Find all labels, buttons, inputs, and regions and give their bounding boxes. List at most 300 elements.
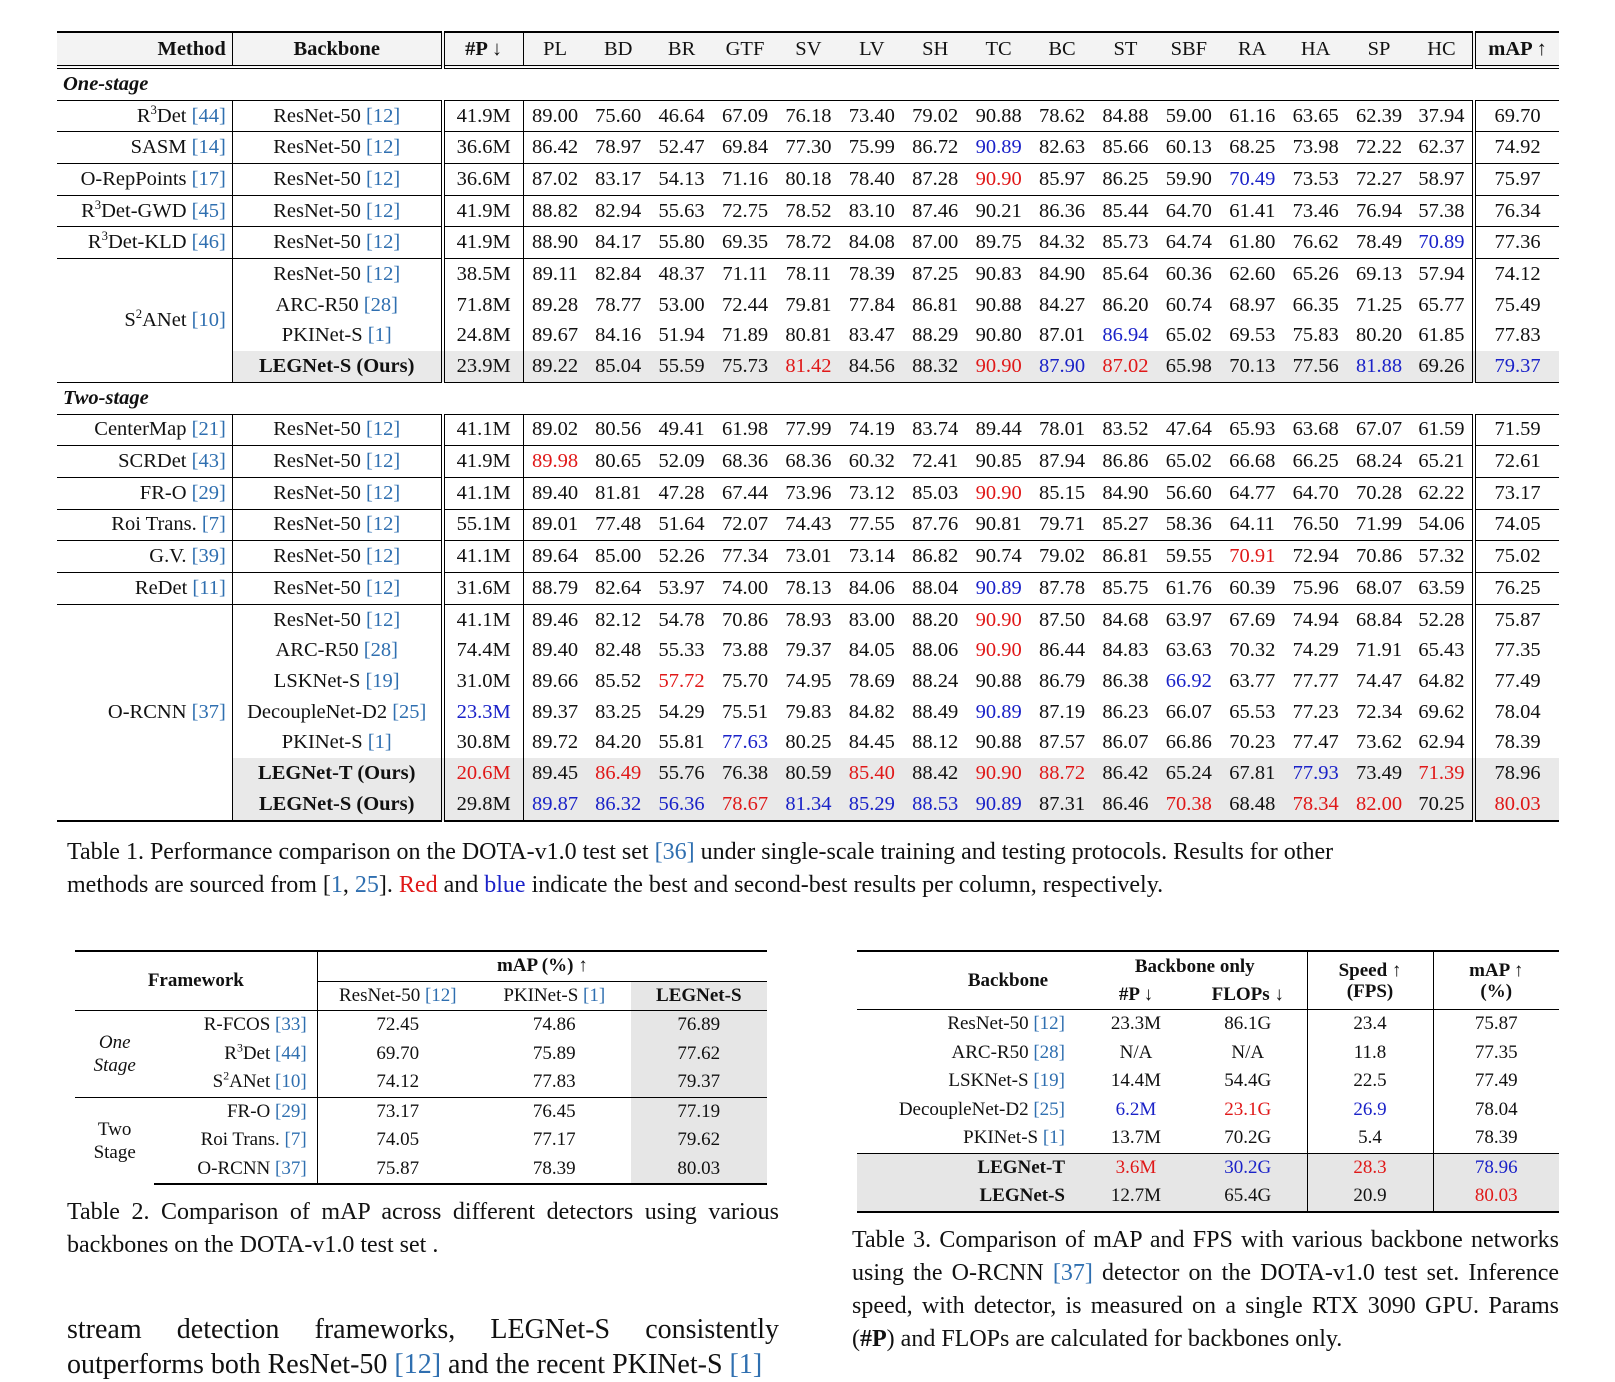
- value-cell: 78.52: [785, 199, 832, 222]
- value-cell: 61.98: [721, 418, 769, 441]
- map-cell: 72.61: [1494, 450, 1541, 473]
- value-cell: 76.62: [1292, 231, 1339, 254]
- value-cell: 77.83: [532, 1071, 576, 1093]
- map-cell: 76.25: [1494, 576, 1541, 599]
- citation: [10]: [191, 309, 226, 331]
- value-cell: 64.82: [1411, 666, 1474, 697]
- params-cell: 23.3M: [443, 697, 523, 728]
- value-cell: 70.38: [1157, 789, 1220, 821]
- value-cell: 90.89: [975, 136, 1022, 159]
- framework-cell: [154, 1155, 317, 1185]
- framework-cell: [154, 1097, 317, 1126]
- value-cell: 87.46: [912, 199, 959, 222]
- backbone-name: ResNet-50: [273, 481, 367, 504]
- backbone-name: PKINet-S: [963, 1127, 1043, 1149]
- method-cell: [57, 541, 232, 573]
- backbone-name: ResNet-50: [273, 231, 367, 254]
- value-cell: 70.32: [1229, 639, 1276, 662]
- value-cell: 74.86: [532, 1014, 576, 1036]
- citation: [11]: [192, 576, 226, 599]
- method-cell: [57, 227, 232, 259]
- backbone-cell: [232, 259, 442, 290]
- backbone-cell: [232, 100, 442, 132]
- value-cell: 70.28: [1356, 481, 1403, 504]
- value-cell: 84.05: [848, 639, 895, 662]
- backbone-cell: [232, 351, 442, 382]
- backbone-cell: [232, 227, 442, 259]
- value-cell: 89.46: [531, 608, 579, 631]
- method-name: O-RepPoints: [80, 167, 192, 190]
- value-cell: 59.00: [1165, 104, 1212, 127]
- value-cell: 71.11: [722, 262, 768, 285]
- value-cell: 89.11: [532, 262, 578, 285]
- value-cell: 53.97: [658, 576, 705, 599]
- backbone-cell: [857, 1153, 1083, 1182]
- value-cell: 86.94: [1102, 324, 1149, 347]
- value-cell: 82.84: [595, 262, 642, 285]
- table-row: [57, 164, 1559, 196]
- value-cell: 84.08: [848, 231, 895, 254]
- flops-header: FLOPs ↓: [1189, 981, 1307, 1010]
- value-cell: 70.23: [1229, 731, 1276, 754]
- section-label: One-stage: [57, 67, 1559, 100]
- value-cell: 77.56: [1284, 351, 1347, 382]
- value-cell: 86.23: [1102, 700, 1149, 723]
- map-cell: 77.83: [1494, 324, 1541, 347]
- value-cell: 55.80: [658, 231, 705, 254]
- params-cell: 29.8M: [443, 789, 523, 821]
- citation: [12]: [366, 231, 401, 254]
- table-row: [57, 727, 1559, 758]
- header-ra: RA: [1221, 32, 1284, 67]
- value-cell: 73.53: [1292, 167, 1339, 190]
- value-cell: 90.90: [975, 167, 1022, 190]
- value-cell: 87.28: [912, 167, 959, 190]
- backbone-cell: [232, 290, 442, 321]
- value-cell: 86.36: [1038, 199, 1086, 222]
- value-cell: 59.55: [1165, 545, 1212, 568]
- value-cell: 75.96: [1292, 576, 1339, 599]
- value-cell: 90.89: [967, 789, 1030, 821]
- table-row: [57, 604, 1559, 635]
- backbone-cell: [232, 541, 442, 573]
- value-cell: 78.93: [785, 608, 832, 631]
- value-cell: 81.42: [777, 351, 840, 382]
- value-cell: 78.34: [1284, 789, 1347, 821]
- citation: [29]: [275, 1100, 307, 1122]
- value-cell: 65.21: [1411, 446, 1474, 478]
- value-cell: 76.89: [631, 1011, 767, 1040]
- value-cell: 90.88: [975, 293, 1022, 316]
- citation: [1]: [367, 324, 392, 347]
- method-name: Det-GWD: [101, 199, 192, 222]
- value-cell: 88.12: [912, 731, 959, 754]
- map-cell: 78.39: [1494, 731, 1541, 754]
- value-cell: 46.64: [658, 104, 705, 127]
- s-cell: 20.9: [1307, 1182, 1433, 1212]
- backbone-name: PKINet-S: [281, 324, 368, 347]
- params-cell: 41.9M: [443, 100, 523, 132]
- value-cell: 54.29: [658, 700, 705, 723]
- value-cell: 77.30: [785, 136, 832, 159]
- p-cell: 14.4M: [1110, 1070, 1162, 1092]
- backbone-cell: [232, 195, 442, 227]
- value-cell: 90.88: [975, 669, 1022, 692]
- p-cell: N/A: [1119, 1041, 1153, 1063]
- backbone-name: ResNet-50: [273, 199, 367, 222]
- citation: [12]: [1033, 1013, 1065, 1035]
- map-cell: 77.35: [1494, 639, 1541, 662]
- value-cell: 60.32: [848, 450, 895, 473]
- value-cell: 90.88: [975, 104, 1022, 127]
- value-cell: 71.39: [1411, 758, 1474, 789]
- value-cell: 78.67: [713, 789, 776, 821]
- group-label-a: One: [98, 1031, 131, 1053]
- framework-cell: [154, 1068, 317, 1097]
- value-cell: 66.86: [1165, 731, 1212, 754]
- value-cell: 83.00: [848, 608, 895, 631]
- params-cell: 41.1M: [443, 477, 523, 509]
- citation: [12]: [366, 418, 401, 441]
- table-row: [857, 1124, 1559, 1153]
- header-sh: SH: [904, 32, 967, 67]
- backbone-name: ResNet-50: [273, 450, 367, 473]
- value-cell: 61.85: [1411, 321, 1474, 352]
- value-cell: 47.28: [658, 481, 705, 504]
- value-cell: 73.01: [785, 545, 832, 568]
- value-cell: 87.94: [1038, 450, 1086, 473]
- value-cell: 87.31: [1030, 789, 1093, 821]
- f-cell: 65.4G: [1189, 1182, 1307, 1212]
- value-cell: 90.74: [975, 545, 1022, 568]
- value-cell: 74.00: [721, 576, 769, 599]
- map-cell: 80.03: [1474, 789, 1559, 821]
- superscript: 2: [223, 1069, 230, 1083]
- backbone-name: LEGNet-S (Ours): [259, 355, 415, 378]
- header-bc: BC: [1030, 32, 1093, 67]
- backbone-name: ResNet-50: [947, 1013, 1034, 1035]
- value-cell: 80.18: [785, 167, 832, 190]
- value-cell: 89.37: [531, 700, 579, 723]
- value-cell: 71.89: [721, 324, 769, 347]
- backbone-cell: [232, 321, 442, 352]
- sub-header-label: ResNet-50: [338, 984, 425, 1006]
- value-cell: 84.68: [1102, 608, 1149, 631]
- value-cell: 87.76: [912, 513, 959, 536]
- method-name: R: [87, 231, 102, 254]
- value-cell: 84.90: [1038, 262, 1086, 285]
- value-cell: 63.59: [1411, 573, 1474, 605]
- value-cell: 65.43: [1411, 635, 1474, 666]
- backbone-cell: [232, 789, 442, 821]
- value-cell: 55.76: [650, 758, 713, 789]
- value-cell: 69.53: [1229, 324, 1276, 347]
- value-cell: 90.90: [975, 481, 1022, 504]
- params-cell: 71.8M: [443, 290, 523, 321]
- value-cell: 57.94: [1411, 259, 1474, 290]
- f-cell: 54.4G: [1189, 1067, 1307, 1096]
- value-cell: 78.11: [785, 262, 832, 285]
- value-cell: 82.94: [595, 199, 642, 222]
- table-row: [57, 509, 1559, 541]
- value-cell: 74.19: [848, 418, 895, 441]
- params-cell: 36.6M: [443, 164, 523, 196]
- params-cell: 20.6M: [443, 758, 523, 789]
- value-cell: 72.34: [1356, 700, 1403, 723]
- table-row: [857, 1010, 1559, 1039]
- value-cell: 64.70: [1165, 199, 1212, 222]
- value-cell: 57.32: [1411, 541, 1474, 573]
- value-cell: 90.90: [967, 351, 1030, 382]
- params-cell: 30.8M: [443, 727, 523, 758]
- value-cell: 64.77: [1229, 481, 1276, 504]
- value-cell: 84.16: [595, 324, 642, 347]
- value-cell: 69.62: [1411, 697, 1474, 728]
- value-cell: 73.96: [785, 481, 832, 504]
- value-cell: 80.20: [1356, 324, 1403, 347]
- value-cell: 76.45: [532, 1100, 576, 1122]
- value-cell: 69.84: [721, 136, 769, 159]
- header-gtf: GTF: [713, 32, 776, 67]
- value-cell: 87.00: [912, 231, 959, 254]
- params-cell: 41.9M: [443, 446, 523, 478]
- table-row: [75, 1097, 767, 1126]
- header-sv: SV: [777, 32, 840, 67]
- value-cell: 89.45: [523, 758, 586, 789]
- value-cell: 75.73: [713, 351, 776, 382]
- map3-header: mAP ↑ (%): [1469, 959, 1524, 1002]
- backbone-cell: [232, 446, 442, 478]
- section-label: Two-stage: [57, 382, 1559, 414]
- method-cell: [57, 477, 232, 509]
- table-row: [75, 1040, 767, 1069]
- m-cell: 75.87: [1474, 1013, 1518, 1035]
- value-cell: 86.42: [1094, 758, 1157, 789]
- citation: [12]: [366, 199, 401, 222]
- body-paragraph: stream detection frameworks, LEGNet-S consistently outperforms both ResNet-50 [12] and the recent PKINet-S [1]: [67, 1314, 779, 1380]
- f-cell: 30.2G: [1189, 1153, 1307, 1182]
- value-cell: 69.26: [1411, 351, 1474, 382]
- value-cell: 79.02: [912, 104, 959, 127]
- table-1-header: [57, 32, 1559, 67]
- value-cell: 71.25: [1356, 293, 1403, 316]
- sub-header-label: PKINet-S: [503, 984, 584, 1006]
- citation: [28]: [363, 293, 398, 316]
- table-row: [857, 1067, 1559, 1096]
- value-cell: 73.12: [848, 481, 895, 504]
- params-cell: 74.4M: [443, 635, 523, 666]
- citation: [28]: [363, 639, 398, 662]
- value-cell: 86.81: [1102, 545, 1149, 568]
- value-cell: 90.21: [975, 199, 1022, 222]
- p-cell: 6.2M: [1115, 1098, 1157, 1120]
- value-cell: 75.51: [721, 700, 769, 723]
- value-cell: 86.20: [1102, 293, 1149, 316]
- backbone-name: ResNet-50: [273, 576, 367, 599]
- value-cell: 85.40: [840, 758, 903, 789]
- value-cell: 78.40: [848, 167, 895, 190]
- header-lv: LV: [840, 32, 903, 67]
- superscript: 3: [94, 197, 102, 212]
- citation: [12]: [366, 513, 401, 536]
- value-cell: 86.81: [912, 293, 959, 316]
- value-cell: 75.70: [721, 669, 769, 692]
- map-cell: 74.05: [1494, 513, 1541, 536]
- value-cell: 57.72: [658, 669, 705, 692]
- value-cell: 80.56: [595, 418, 642, 441]
- value-cell: 60.39: [1229, 576, 1276, 599]
- citation: [12]: [366, 481, 401, 504]
- value-cell: 88.72: [1030, 758, 1093, 789]
- value-cell: 88.20: [912, 608, 959, 631]
- value-cell: 88.32: [904, 351, 967, 382]
- backbone-cell: [232, 727, 442, 758]
- header-hc: HC: [1411, 32, 1474, 67]
- m-cell: 77.49: [1474, 1070, 1518, 1092]
- table-row: [57, 321, 1559, 352]
- m-cell: 80.03: [1433, 1182, 1559, 1212]
- value-cell: 47.64: [1165, 418, 1212, 441]
- table-row: [57, 132, 1559, 164]
- table-row: [57, 227, 1559, 259]
- method-name: ReDet: [134, 576, 193, 599]
- method-cell: [57, 132, 232, 164]
- citation: [46]: [191, 231, 226, 254]
- value-cell: 73.40: [848, 104, 895, 127]
- value-cell: 56.60: [1165, 481, 1212, 504]
- value-cell: 77.47: [1292, 731, 1339, 754]
- backbone-cell: [232, 509, 442, 541]
- value-cell: 86.38: [1102, 669, 1149, 692]
- table-row: [857, 1153, 1559, 1182]
- value-cell: 84.17: [595, 231, 642, 254]
- map-cell: 74.12: [1494, 262, 1541, 285]
- value-cell: 55.33: [658, 639, 705, 662]
- value-cell: 68.36: [785, 450, 832, 473]
- value-cell: 70.49: [1229, 167, 1276, 190]
- value-cell: 89.72: [531, 731, 579, 754]
- method-name: Roi Trans.: [111, 513, 202, 536]
- table-row: [57, 477, 1559, 509]
- params-cell: 55.1M: [443, 509, 523, 541]
- method-name: CenterMap: [94, 418, 192, 441]
- value-cell: 61.76: [1165, 576, 1212, 599]
- params-cell: 41.1M: [443, 604, 523, 635]
- value-cell: 64.11: [1229, 513, 1275, 536]
- value-cell: 80.25: [785, 731, 832, 754]
- header-sbf: SBF: [1157, 32, 1220, 67]
- value-cell: 85.97: [1038, 167, 1086, 190]
- value-cell: 55.63: [658, 199, 705, 222]
- value-cell: 65.93: [1229, 418, 1276, 441]
- backbone-only-header: Backbone only: [1083, 951, 1307, 981]
- sub-header-label: LEGNet-S: [656, 984, 742, 1006]
- value-cell: 75.99: [848, 136, 895, 159]
- backbone-name: ResNet-50: [273, 545, 367, 568]
- value-cell: 78.01: [1038, 418, 1086, 441]
- value-cell: 86.82: [912, 545, 959, 568]
- value-cell: 85.52: [595, 669, 642, 692]
- s-cell: 28.3: [1307, 1153, 1433, 1182]
- value-cell: 86.25: [1102, 167, 1149, 190]
- group-label: [75, 1097, 154, 1184]
- value-cell: 67.81: [1221, 758, 1284, 789]
- value-cell: 84.90: [1102, 481, 1149, 504]
- value-cell: 80.03: [631, 1155, 767, 1185]
- value-cell: 88.04: [912, 576, 959, 599]
- value-cell: 82.48: [595, 639, 642, 662]
- group-label-a: Two: [97, 1118, 132, 1140]
- value-cell: 70.91: [1229, 545, 1276, 568]
- value-cell: 89.44: [975, 418, 1022, 441]
- framework-name: R-FCOS: [203, 1014, 276, 1036]
- header-backbone: Backbone: [232, 32, 442, 67]
- backbone-cell: [857, 1096, 1083, 1125]
- value-cell: 79.02: [1038, 545, 1086, 568]
- value-cell: 54.13: [658, 167, 705, 190]
- backbone-cell: [857, 1124, 1083, 1153]
- method-cell: [57, 573, 232, 605]
- value-cell: 65.24: [1157, 758, 1220, 789]
- value-cell: 86.72: [912, 136, 959, 159]
- table-row: [57, 195, 1559, 227]
- p-cell: 3.6M: [1083, 1153, 1189, 1182]
- value-cell: 63.63: [1165, 639, 1212, 662]
- citation: [7]: [201, 513, 226, 536]
- value-cell: 77.93: [1284, 758, 1347, 789]
- header-bd: BD: [586, 32, 649, 67]
- table-row: [75, 1068, 767, 1097]
- value-cell: 80.59: [777, 758, 840, 789]
- value-cell: 63.77: [1229, 669, 1276, 692]
- value-cell: 73.62: [1356, 731, 1403, 754]
- value-cell: 79.71: [1038, 513, 1086, 536]
- value-cell: 83.74: [912, 418, 959, 441]
- value-cell: 52.26: [658, 545, 705, 568]
- value-cell: 63.68: [1292, 418, 1339, 441]
- value-cell: 79.83: [785, 700, 832, 723]
- citation: [39]: [191, 545, 226, 568]
- m-cell: 78.04: [1474, 1098, 1518, 1120]
- header-ha: HA: [1284, 32, 1347, 67]
- value-cell: 69.70: [376, 1042, 420, 1064]
- value-cell: 65.02: [1165, 450, 1212, 473]
- citation: [10]: [275, 1071, 307, 1093]
- citation: [44]: [275, 1042, 307, 1064]
- sub-header: [478, 981, 631, 1011]
- citation: [12]: [366, 608, 401, 631]
- value-cell: 82.12: [595, 608, 642, 631]
- map-cell: 77.36: [1494, 231, 1541, 254]
- table-row: [75, 1126, 767, 1155]
- group-label: [75, 1011, 154, 1098]
- backbone-name: LSKNet-S: [948, 1070, 1034, 1092]
- map-cell: 69.70: [1494, 104, 1541, 127]
- citation: [12]: [366, 104, 401, 127]
- value-cell: 84.82: [848, 700, 895, 723]
- backbone-name: LEGNet-S: [979, 1185, 1065, 1207]
- framework-name: Det: [242, 1042, 276, 1064]
- backbone-cell: [232, 604, 442, 635]
- value-cell: 77.17: [532, 1129, 576, 1151]
- value-cell: 69.35: [721, 231, 769, 254]
- table-2-caption: Table 2. Comparison of mAP across different detectors using various backbones on the DOTA-v1.0 test set .: [67, 1199, 779, 1258]
- value-cell: 85.64: [1102, 262, 1149, 285]
- method-cell: [57, 100, 232, 132]
- table-row: [57, 259, 1559, 290]
- sub-header: [317, 981, 478, 1011]
- value-cell: 76.94: [1356, 199, 1403, 222]
